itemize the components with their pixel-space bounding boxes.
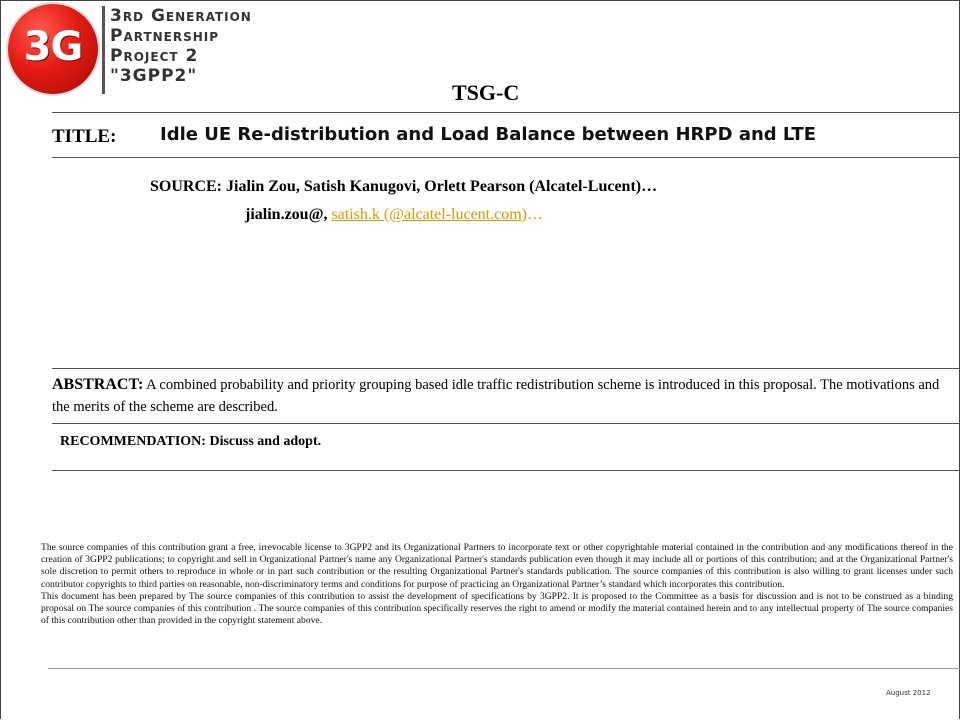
logo-mark: 3G (23, 24, 83, 70)
email-suffix: )… (521, 206, 543, 223)
divider-abstract (52, 368, 960, 369)
group-heading: TSG-C (452, 80, 520, 105)
divider-footer (48, 668, 960, 669)
legal-paragraph-1: The source companies of this contribution grant a free, irrevocable license to 3GPP2 and its Organizational Partners to incorporate text or other copyrightable material contained in the contribution and any modifications thereof in the creation of 3GPP2 publications; to copyright and sell in Organizational Partner's name any Organizational Partner's standards publication even though it may include all or portions of this contribution; and at the Organizational Partner's sole discretion to permit others to reproduce in whole or in part such contribution or the resulting Organizational Partner's standards publication. The source companies of this contribution is also willing to grant licenses under such contributor copyrights to third parties on reasonable, non-discriminatory terms and conditions for purpose of practicing an Organizational Partner’s standard which incorporates this contribution. (41, 542, 953, 590)
title-label: TITLE: (52, 126, 117, 147)
divider-legal (52, 470, 960, 471)
email-prefix: jialin.zou@, (245, 206, 332, 223)
legal-paragraph-2: This document has been prepared by The source companies of this contribution to assist the development of specifications by 3GPP2. It is proposed to the Committee as a basis for discussion and is not to be construed as a binding proposal on The source companies of this contribution . The source companies of this contribution specifically reserves the right to amend or modify the material contained herein and to any intellectual property of The source companies of this contribution other than provided in the copyright statement above. (41, 590, 953, 627)
divider-recommendation (52, 423, 960, 424)
source-line: SOURCE: Jialin Zou, Satish Kanugovi, Orlett Pearson (Alcatel-Lucent)… (150, 178, 658, 195)
recommendation: RECOMMENDATION: Discuss and adopt. (60, 434, 322, 449)
logo-divider (102, 6, 105, 94)
divider-top (52, 112, 960, 113)
document-title: Idle UE Re-distribution and Load Balance between HRPD and LTE (160, 124, 816, 145)
logo-line-1: 3rd Generation (110, 6, 252, 26)
email-line (245, 206, 543, 224)
abstract-label: ABSTRACT: (52, 376, 144, 393)
divider-title (52, 157, 960, 158)
legal-notice (41, 542, 953, 627)
abstract-text: A combined probability and priority grouping based idle traffic redistribution scheme is introduced in this proposal. The motivations and the merits of the scheme are described. (52, 377, 940, 415)
logo-line-4: "3GPP2" (110, 66, 198, 86)
email-link[interactable]: satish.k (@alcatel-lucent.com (331, 206, 522, 223)
logo-text (110, 6, 252, 86)
abstract (52, 374, 952, 418)
logo-line-2: Partnership (110, 26, 220, 46)
logo-line-3: Project 2 (110, 46, 199, 66)
footer-date: August 2012 (886, 689, 931, 697)
